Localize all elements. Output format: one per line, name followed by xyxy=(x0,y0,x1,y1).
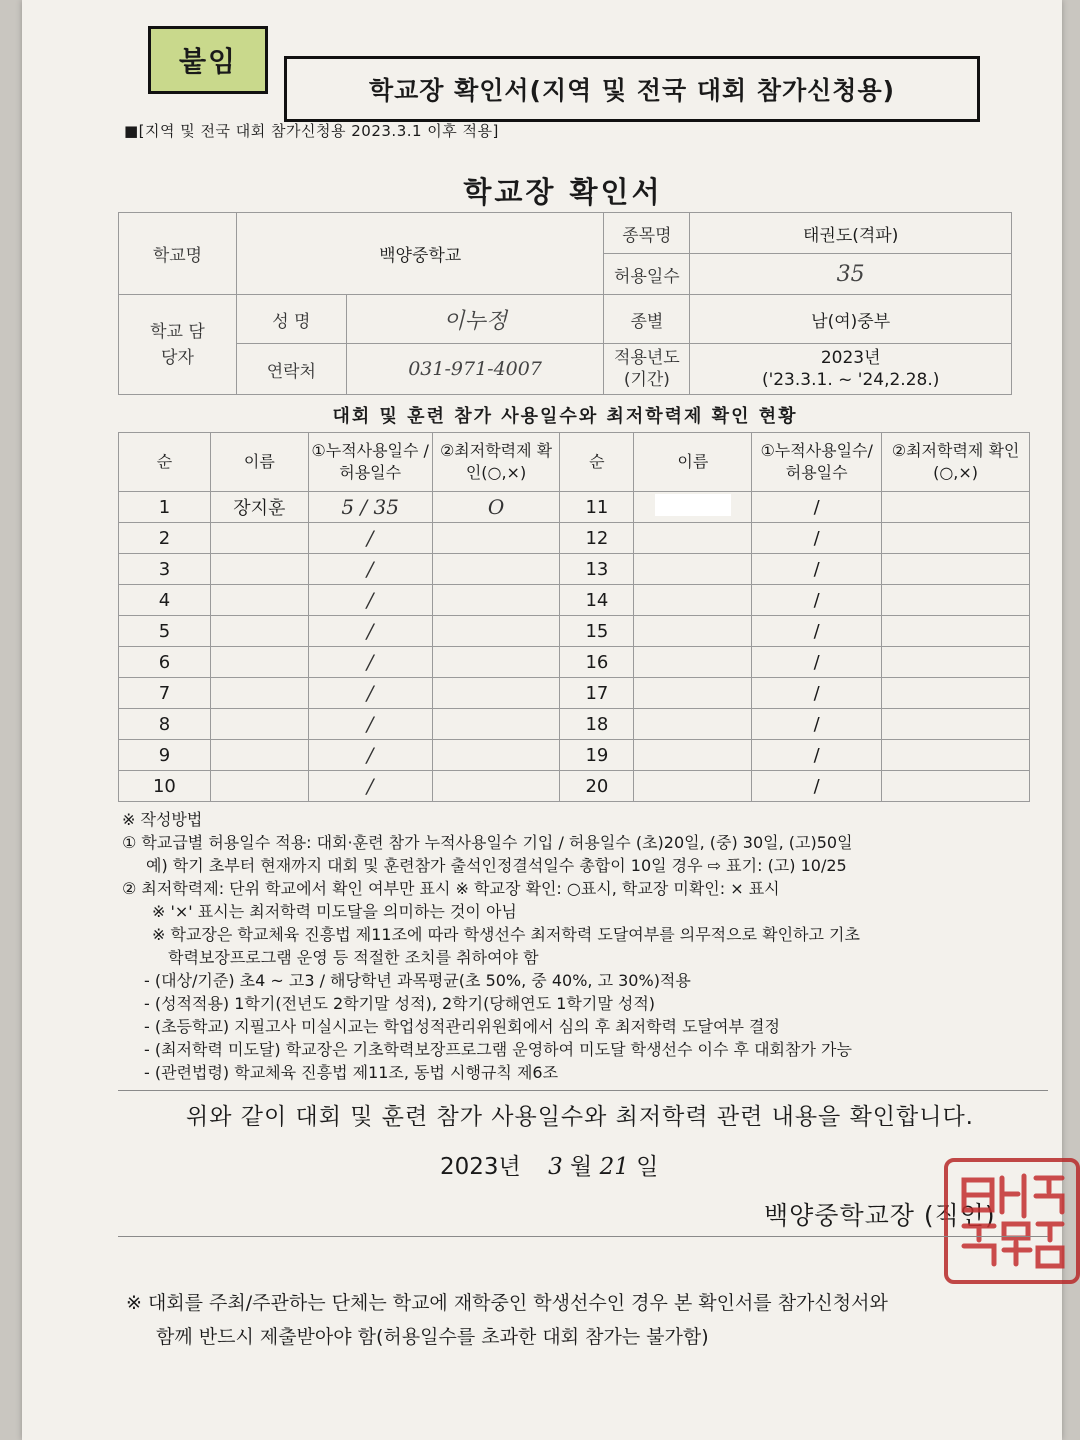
official-seal-icon xyxy=(944,1158,1080,1284)
table-row xyxy=(119,678,1030,709)
table-row xyxy=(119,771,1030,802)
row-days-2: / xyxy=(752,740,882,771)
row-days-2: / xyxy=(752,616,882,647)
table-row xyxy=(119,647,1030,678)
row-check xyxy=(432,771,560,802)
row-name-2 xyxy=(634,647,752,678)
sport-value: 태권도(격파) xyxy=(690,213,1012,254)
row-check xyxy=(432,585,560,616)
allowed-days-label: 허용일수 xyxy=(604,254,690,295)
note-line: - (관련법령) 학교체육 진흥법 제11조, 동법 시행규칙 제6조 xyxy=(144,1063,559,1082)
name-value: 이누정 xyxy=(346,295,604,344)
row-days-2: / xyxy=(752,647,882,678)
table-row xyxy=(119,709,1030,740)
name-label: 성 명 xyxy=(236,295,346,344)
period-year: 2023년 xyxy=(820,348,881,368)
date-year: 2023년 xyxy=(440,1154,521,1180)
row-check-2 xyxy=(882,709,1030,740)
row-check-2 xyxy=(882,554,1030,585)
table-row xyxy=(119,740,1030,771)
row-no-2: 11 xyxy=(560,492,634,523)
row-check-2 xyxy=(882,523,1030,554)
row-name xyxy=(210,647,308,678)
row-days: / xyxy=(308,585,432,616)
date-month-unit: 월 xyxy=(570,1154,593,1180)
row-days: / xyxy=(308,678,432,709)
principal-signature: 백양중학교장 (직인) xyxy=(764,1201,996,1230)
header-no-2: 순 xyxy=(560,433,634,492)
row-days: / xyxy=(308,709,432,740)
header-no: 순 xyxy=(119,433,211,492)
period-value xyxy=(690,344,1012,395)
row-check: O xyxy=(432,492,560,523)
date-month: 3 xyxy=(548,1154,563,1180)
footer-notice xyxy=(126,1286,1046,1354)
row-check-2 xyxy=(882,647,1030,678)
page-title: 학교장 확인서 xyxy=(463,175,663,209)
row-days-2: / xyxy=(752,554,882,585)
contact-label: 연락처 xyxy=(236,344,346,395)
row-check-2 xyxy=(882,740,1030,771)
note-line: 예) 학기 초부터 현재까지 대회 및 훈련참가 출석인정결석일수 총합이 10일 경우 ⇨ 표기: (고) 10/25 xyxy=(146,856,847,875)
row-no-2: 13 xyxy=(560,554,634,585)
participation-table xyxy=(118,432,1030,802)
row-name-2 xyxy=(634,709,752,740)
row-name: 장지훈 xyxy=(210,492,308,523)
footer-line: ※ 대회를 주최/주관하는 단체는 학교에 재학중인 학생선수인 경우 본 확인서를 참가신청서와 xyxy=(126,1292,888,1314)
row-no: 5 xyxy=(119,616,211,647)
row-name xyxy=(210,523,308,554)
note-line: ※ 작성방법 xyxy=(122,810,203,829)
row-no: 1 xyxy=(119,492,211,523)
row-days-2: / xyxy=(752,492,882,523)
row-name-2 xyxy=(634,740,752,771)
division-value: 남(여)중부 xyxy=(690,295,1012,344)
note-line: 학력보장프로그램 운영 등 적절한 조치를 취하여야 함 xyxy=(168,948,539,967)
row-no-2: 18 xyxy=(560,709,634,740)
note-line: ※ 학교장은 학교체육 진흥법 제11조에 따라 학생선수 최저학력 도달여부를 의무적으로 확인하고 기초 xyxy=(152,925,860,944)
allowed-days-value: 35 xyxy=(690,254,1012,295)
row-no-2: 14 xyxy=(560,585,634,616)
date-day-unit: 일 xyxy=(636,1154,659,1180)
row-no: 8 xyxy=(119,709,211,740)
row-name xyxy=(210,740,308,771)
attachment-badge: 붙임 xyxy=(148,26,268,94)
row-name xyxy=(210,678,308,709)
row-name xyxy=(210,771,308,802)
note-line: - (최저학력 미도달) 학교장은 기초학력보장프로그램 운영하여 미도달 학생선수 이수 후 대회참가 가능 xyxy=(144,1040,852,1059)
row-name-2 xyxy=(634,678,752,709)
period-label: 적용년도 (기간) xyxy=(604,344,690,395)
header-check-2: ②최저학력제 확인(○,×) xyxy=(882,433,1030,492)
row-name-2 xyxy=(634,585,752,616)
row-days: / xyxy=(308,771,432,802)
row-check-2 xyxy=(882,771,1030,802)
table-row xyxy=(119,554,1030,585)
document-header-title: 학교장 확인서(지역 및 전국 대회 참가신청용) xyxy=(284,56,980,122)
period-range: ('23.3.1. ~ '24,2.28.) xyxy=(761,370,940,390)
row-days: / xyxy=(308,616,432,647)
row-days: / xyxy=(308,523,432,554)
row-check-2 xyxy=(882,616,1030,647)
row-name-2 xyxy=(634,616,752,647)
row-days-2: / xyxy=(752,771,882,802)
row-check-2 xyxy=(882,678,1030,709)
row-name xyxy=(210,585,308,616)
contact-value: 031-971-4007 xyxy=(346,344,604,395)
row-days: / xyxy=(308,740,432,771)
divider xyxy=(118,1236,1048,1237)
date-day: 21 xyxy=(599,1154,629,1180)
note-line: ② 최저학력제: 단위 학교에서 확인 여부만 표시 ※ 학교장 확인: ○표시, 학교장 미확인: × 표시 xyxy=(122,879,780,898)
row-no: 2 xyxy=(119,523,211,554)
row-no: 4 xyxy=(119,585,211,616)
divider xyxy=(118,1090,1048,1091)
row-no-2: 15 xyxy=(560,616,634,647)
table-row xyxy=(119,523,1030,554)
row-check xyxy=(432,678,560,709)
row-no-2: 17 xyxy=(560,678,634,709)
row-check xyxy=(432,709,560,740)
note-line: - (성적적용) 1학기(전년도 2학기말 성적), 2학기(당해연도 1학기말 성적) xyxy=(144,994,656,1013)
row-check xyxy=(432,647,560,678)
row-check xyxy=(432,554,560,585)
note-line: ① 학교급별 허용일수 적용: 대회·훈련 참가 누적사용일수 기입 / 허용일수 (초)20일, (중) 30일, (고)50일 xyxy=(122,833,853,852)
row-days-2: / xyxy=(752,678,882,709)
row-days-2: / xyxy=(752,523,882,554)
note-line: ※ '×' 표시는 최저학력 미도달을 의미하는 것이 아님 xyxy=(152,902,517,921)
row-no: 9 xyxy=(119,740,211,771)
row-no-2: 19 xyxy=(560,740,634,771)
row-no: 7 xyxy=(119,678,211,709)
header-days: ①누적사용일수 /허용일수 xyxy=(308,433,432,492)
division-label: 종별 xyxy=(604,295,690,344)
row-no: 3 xyxy=(119,554,211,585)
row-check xyxy=(432,740,560,771)
row-check xyxy=(432,523,560,554)
row-no: 10 xyxy=(119,771,211,802)
row-name-2 xyxy=(634,492,752,523)
row-no-2: 16 xyxy=(560,647,634,678)
table-row xyxy=(119,616,1030,647)
confirmation-statement: 위와 같이 대회 및 훈련 참가 사용일수와 최저학력 관련 내용을 확인합니다. xyxy=(186,1104,974,1130)
table-row xyxy=(119,585,1030,616)
school-value: 백양중학교 xyxy=(236,213,604,295)
school-label: 학교명 xyxy=(119,213,237,295)
row-days-2: / xyxy=(752,585,882,616)
header-days-2: ①누적사용일수/ 허용일수 xyxy=(752,433,882,492)
row-name-2 xyxy=(634,523,752,554)
row-name xyxy=(210,616,308,647)
seal-graphic xyxy=(952,1166,1072,1276)
row-check-2 xyxy=(882,585,1030,616)
writing-instructions xyxy=(122,808,1042,1084)
row-name xyxy=(210,554,308,585)
redacted-name-block xyxy=(655,494,731,516)
header-name: 이름 xyxy=(210,433,308,492)
manager-label: 학교 담당자 xyxy=(119,295,237,395)
header-name-2: 이름 xyxy=(634,433,752,492)
row-check-2 xyxy=(882,492,1030,523)
row-days: / xyxy=(308,647,432,678)
row-name xyxy=(210,709,308,740)
sport-label: 종목명 xyxy=(604,213,690,254)
row-check xyxy=(432,616,560,647)
section-title: 대회 및 훈련 참가 사용일수와 최저학력제 확인 현황 xyxy=(332,406,798,427)
row-no-2: 12 xyxy=(560,523,634,554)
note-line: - (대상/기준) 초4 ~ 고3 / 해당학년 과목평균(초 50%, 중 40%, 고 30%)적용 xyxy=(144,971,691,990)
header-check: ②최저학력제 확인(○,×) xyxy=(432,433,560,492)
sign-date xyxy=(440,1148,658,1181)
info-table xyxy=(118,212,1012,395)
row-days: 5 / 35 xyxy=(308,492,432,523)
row-no-2: 20 xyxy=(560,771,634,802)
table-row xyxy=(119,492,1030,523)
row-days: / xyxy=(308,554,432,585)
row-no: 6 xyxy=(119,647,211,678)
note-line: - (초등학교) 지필고사 미실시교는 학업성적관리위원회에서 심의 후 최저학력 도달여부 결정 xyxy=(144,1017,780,1036)
row-name-2 xyxy=(634,554,752,585)
applicability-notice: ■[지역 및 전국 대회 참가신청용 2023.3.1 이후 적용] xyxy=(124,122,499,140)
table-header-row xyxy=(119,433,1030,492)
footer-line: 함께 반드시 제출받아야 함(허용일수를 초과한 대회 참가는 불가함) xyxy=(156,1326,709,1348)
row-name-2 xyxy=(634,771,752,802)
row-days-2: / xyxy=(752,709,882,740)
